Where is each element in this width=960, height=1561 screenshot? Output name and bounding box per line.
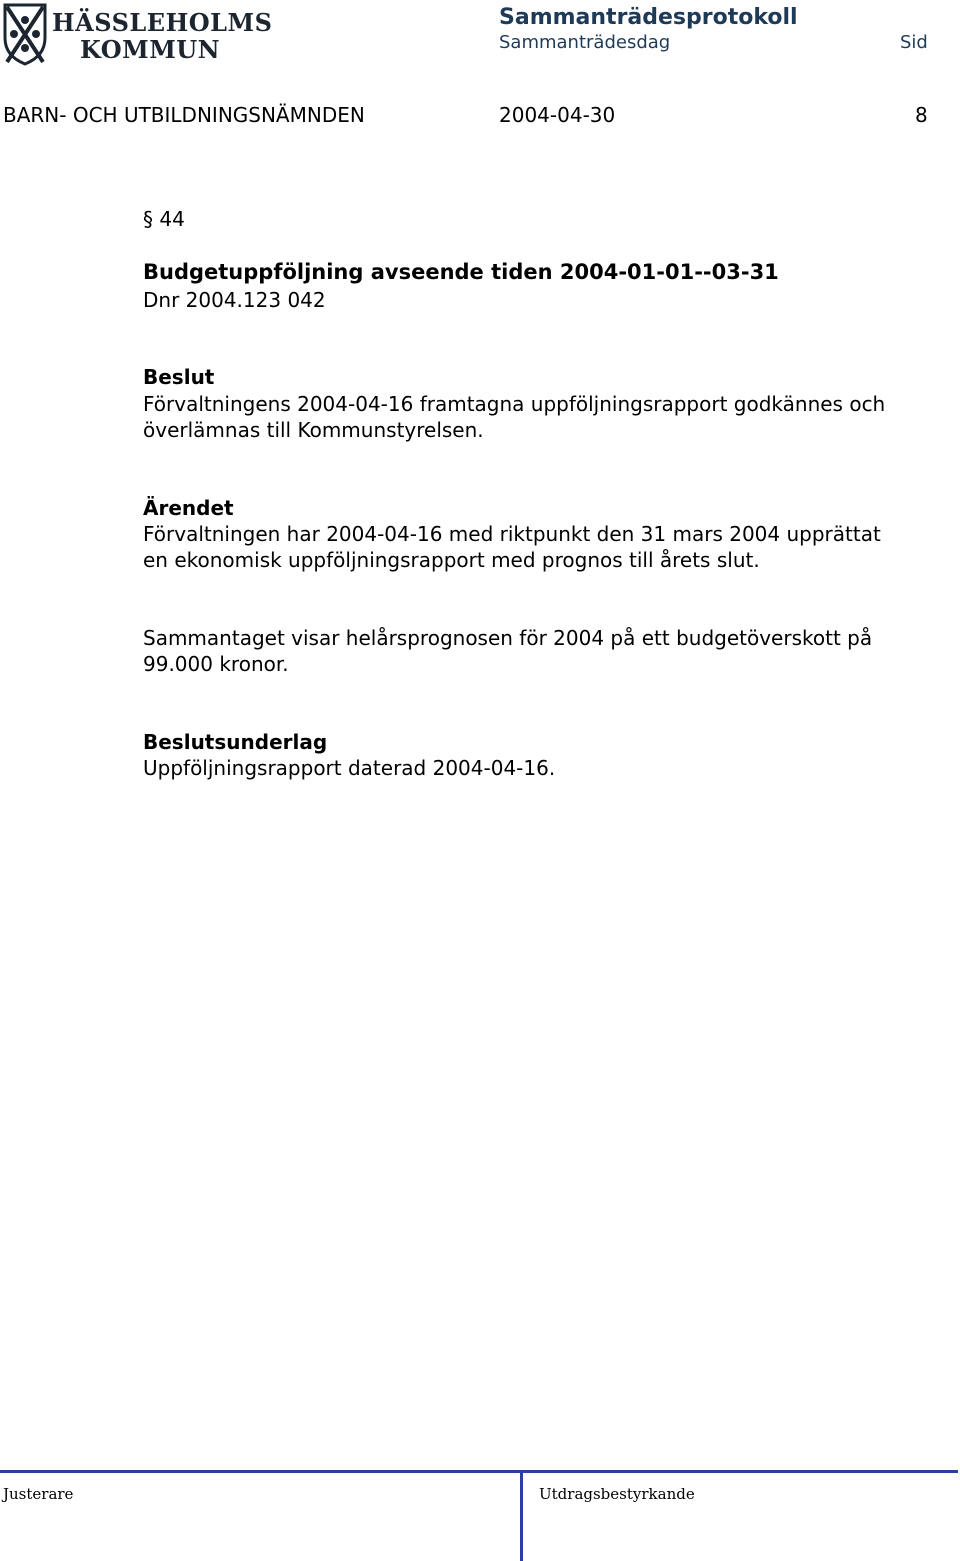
page-number: 8 [915,103,928,127]
matter-heading: Ärendet [143,496,234,520]
matter-text-2: Sammantaget visar helårsprognosen för 2004 på ett budgetöverskott på 99.000 kronor. [143,626,873,676]
basis-text: Uppföljningsrapport daterad 2004-04-16. [143,756,556,780]
page-label: Sid [900,32,928,53]
paragraph-number: § 44 [143,207,185,231]
basis-heading: Beslutsunderlag [143,730,328,754]
matter-text-1: Förvaltningen har 2004-04-16 med riktpunkt den 31 mars 2004 upprättat en ekonomisk uppföljningsrapport med prognos till årets slut. [143,522,881,572]
decision-heading: Beslut [143,365,215,389]
meeting-date: 2004-04-30 [499,103,616,127]
decision-text: Förvaltningens 2004-04-16 framtagna uppföljningsrapport godkännes och överlämnas till Kommunstyrelsen. [143,392,886,442]
logo-line-2: KOMMUN [80,35,221,64]
logo-line-1: HÄSSLEHOLMS [52,8,273,37]
footer-column-divider [520,1470,523,1561]
coat-of-arms-icon [2,2,48,66]
extract-certification-label: Utdragsbestyrkande [539,1485,695,1503]
diary-number: Dnr 2004.123 042 [143,288,326,312]
footer-divider [0,1470,958,1473]
document-type: Sammanträdesprotokoll [499,5,798,30]
board-name: BARN- OCH UTBILDNINGSNÄMNDEN [3,103,365,127]
municipality-logo [2,2,273,68]
meeting-date-label: Sammanträdesdag [499,32,671,53]
section-title: Budgetuppföljning avseende tiden 2004-01-01--03-31 [143,260,779,284]
adjuster-label: Justerare [3,1485,74,1503]
